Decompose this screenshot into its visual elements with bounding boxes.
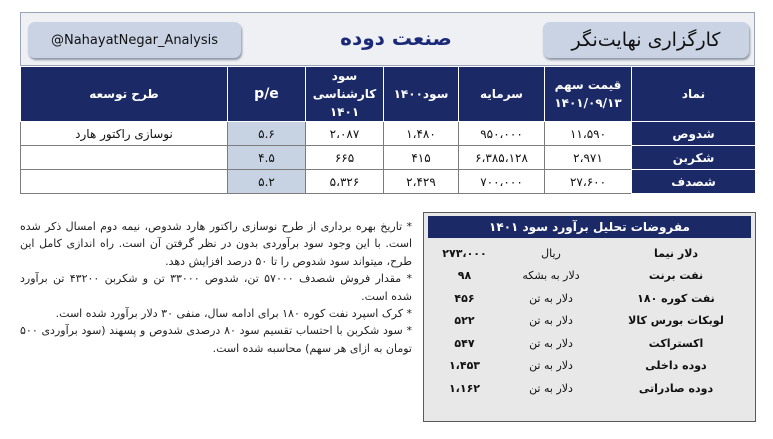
assumption-value: ۲۷۳،۰۰۰ <box>442 246 487 260</box>
assumption-value: ۴۵۶ <box>454 291 475 305</box>
assumption-row <box>428 310 751 333</box>
assumption-row <box>428 265 751 288</box>
cell-pe: ۵.۲ <box>228 170 306 194</box>
assumption-name: نفت برنت <box>648 269 704 283</box>
cell-profit-1400: ۲،۴۲۹ <box>384 170 459 194</box>
cell-profit-1401: ۵،۳۲۶ <box>306 170 384 194</box>
cell-symbol: شکربن <box>632 146 756 170</box>
page-title: صنعت دوده <box>340 26 452 50</box>
col-header-plan: طرح توسعه <box>21 67 228 122</box>
agency-name: کارگزاری نهایت‌نگر <box>571 29 721 51</box>
note-item: * کرک اسپرد نفت کوره ۱۸۰ برای ادامه سال، منفی ۳۰ دلار برآورد شده است. <box>55 307 412 321</box>
cell-plan: نوسازی راکتور هارد <box>21 122 228 146</box>
agency-badge <box>543 22 749 58</box>
table-row <box>21 170 756 194</box>
assumption-row <box>428 242 751 265</box>
col-header-symbol: نماد <box>632 67 756 122</box>
cell-pe: ۴.۵ <box>228 146 306 170</box>
assumption-unit: دلار به تن <box>529 336 573 350</box>
cell-capital: ۶،۳۸۵،۱۲۸ <box>459 146 545 170</box>
note-item: * تاریخ بهره برداری از طرح نوسازی راکتور هارد شدوص، نیمه دوم امسال ذکر شده است. با این وجود سود برآوردی بدون در نظر گرفتن آن است. راه اندازی کامل این طرح، میتواند سود شدوص را تا ۵۰ درصد افزایش دهد. <box>20 220 412 268</box>
header-bar <box>20 12 755 66</box>
assumptions-title: مفروضات تحلیل برآورد سود ۱۴۰۱ <box>428 216 751 238</box>
assumption-name: دلار نیما <box>653 246 699 260</box>
cell-symbol: شدوص <box>632 122 756 146</box>
assumption-name: دوده صادراتی <box>638 381 714 395</box>
assumption-value: ۵۴۷ <box>454 336 475 350</box>
assumption-value: ۱،۴۵۳ <box>448 359 481 373</box>
col-header-capital: سرمایه <box>459 67 545 122</box>
note-item: * مقدار فروش شصدف ۵۷۰۰۰ تن، شدوص ۳۳۰۰۰ تن و شکربن ۴۳۲۰۰ تن برآورد شده است. <box>20 272 413 303</box>
assumption-unit: دلار به بشکه <box>522 269 580 283</box>
col-header-profit-1401: سود کارشناسی ۱۴۰۱ <box>306 67 384 122</box>
cell-profit-1400: ۴۱۵ <box>384 146 459 170</box>
cell-symbol: شصدف <box>632 170 756 194</box>
assumption-value: ۵۲۲ <box>454 314 475 328</box>
assumption-unit: دلار به تن <box>529 359 573 373</box>
table-header-row <box>21 67 756 122</box>
table-row <box>21 122 756 146</box>
cell-plan <box>21 170 228 194</box>
cell-capital: ۷۰۰،۰۰۰ <box>459 170 545 194</box>
note-item: * سود شکربن با احتساب تقسیم سود ۸۰ درصدی شدوص و پسهند (سود برآوردی ۵۰۰ تومان به ازای هر سهم) محاسبه شده است. <box>20 324 412 355</box>
assumption-row <box>428 287 751 310</box>
handle-text: @NahayatNegar_Analysis <box>50 32 218 48</box>
cell-price: ۲۷،۶۰۰ <box>545 170 632 194</box>
handle-badge <box>28 22 241 58</box>
cell-pe: ۵.۶ <box>228 122 306 146</box>
assumption-unit: ریال <box>541 246 561 260</box>
cell-price: ۱۱،۵۹۰ <box>545 122 632 146</box>
cell-profit-1400: ۱،۴۸۰ <box>384 122 459 146</box>
assumption-row <box>428 377 751 400</box>
assumptions-panel <box>423 212 756 422</box>
cell-plan <box>21 146 228 170</box>
stocks-table <box>20 66 756 194</box>
table-row <box>21 146 756 170</box>
assumption-value: ۱،۱۶۲ <box>448 381 481 395</box>
assumption-unit: دلار به تن <box>529 314 573 328</box>
assumption-name: نفت کوره ۱۸۰ <box>637 291 715 305</box>
assumptions-table <box>428 242 751 400</box>
cell-price: ۲،۹۷۱ <box>545 146 632 170</box>
cell-capital: ۹۵۰،۰۰۰ <box>459 122 545 146</box>
cell-profit-1401: ۲،۰۸۷ <box>306 122 384 146</box>
col-header-price: قیمت سهم ۱۴۰۱/۰۹/۱۳ <box>545 67 632 122</box>
cell-profit-1401: ۶۶۵ <box>306 146 384 170</box>
col-header-profit-1400: سود۱۴۰۰ <box>384 67 459 122</box>
assumption-unit: دلار به تن <box>529 291 573 305</box>
assumption-name: دوده داخلی <box>645 359 707 373</box>
assumption-value: ۹۸ <box>457 269 472 283</box>
assumption-unit: دلار به تن <box>529 381 573 395</box>
assumption-name: اکستراکت <box>648 336 704 350</box>
assumption-row <box>428 332 751 355</box>
assumption-name: لوبکات بورس کالا <box>628 314 724 328</box>
col-header-pe: p/e <box>228 67 306 122</box>
notes-section <box>20 218 412 357</box>
assumption-row <box>428 355 751 378</box>
